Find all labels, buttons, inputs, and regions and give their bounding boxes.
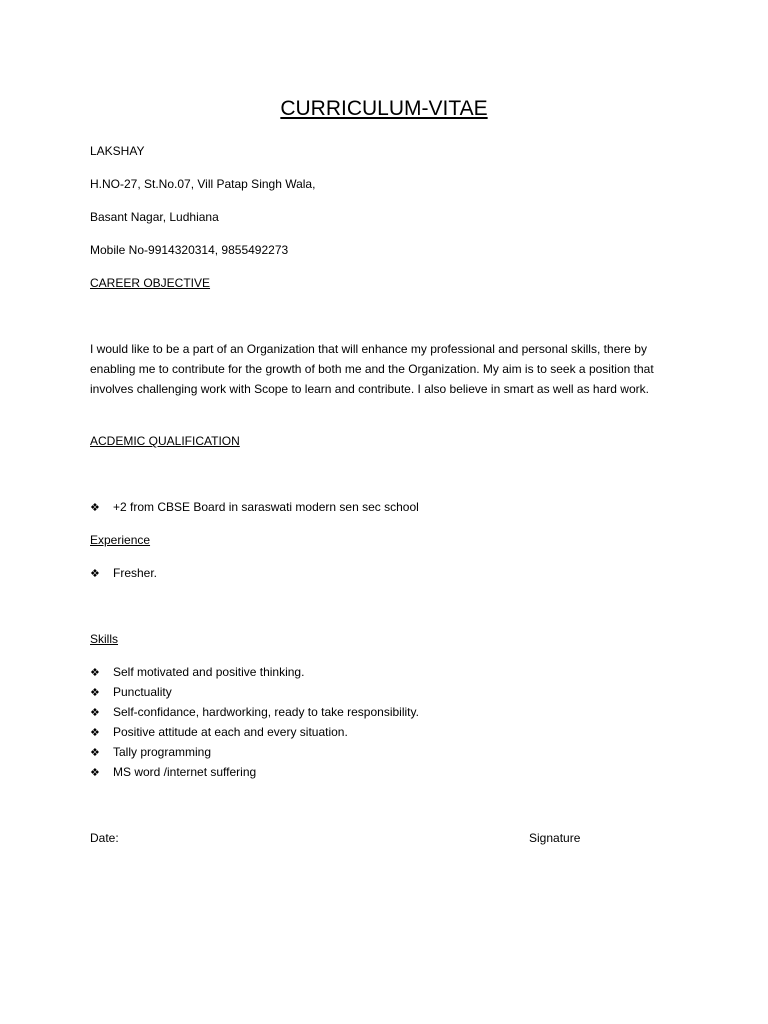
career-objective-text: I would like to be a part of an Organization that will enhance my professional and personal skills, there by enabling me to contribute for the growth of both me and the Organization. My aim is to seek a position that involves challenging work with Scope to learn and contribute. I also believe in smart as well as hard work.	[90, 342, 654, 396]
qualification-item-text: +2 from CBSE Board in saraswati modern sen sec school	[113, 500, 419, 514]
skill-item	[90, 765, 256, 780]
bullet-icon: ❖	[90, 766, 100, 779]
qualification-item	[90, 500, 419, 515]
skill-item-text: Tally programming	[113, 745, 212, 759]
skill-item	[90, 725, 348, 740]
skill-item	[90, 685, 172, 700]
address-line-2: Basant Nagar, Ludhiana	[90, 210, 219, 224]
address-line-1: H.NO-27, St.No.07, Vill Patap Singh Wala,	[90, 177, 316, 191]
skills-heading: Skills	[90, 632, 119, 646]
skill-item	[90, 745, 211, 760]
experience-item	[90, 566, 157, 581]
signature-label: Signature	[529, 831, 581, 845]
skill-item-text: Self-confidance, hardworking, ready to take responsibility.	[113, 705, 419, 719]
skill-item	[90, 665, 304, 680]
skill-item-text: Positive attitude at each and every situation.	[113, 725, 348, 739]
bullet-icon: ❖	[90, 666, 100, 679]
candidate-name: LAKSHAY	[90, 144, 145, 158]
qualification-heading: ACDEMIC QUALIFICATION	[90, 434, 240, 448]
bullet-icon: ❖	[90, 726, 100, 739]
bullet-icon: ❖	[90, 501, 100, 514]
mobile-numbers: Mobile No-9914320314, 9855492273	[90, 243, 289, 257]
document-title: CURRICULUM-VITAE	[280, 97, 488, 120]
skill-item	[90, 705, 419, 720]
date-label: Date:	[90, 831, 119, 845]
skill-item-text: Punctuality	[113, 685, 172, 699]
skill-item-text: MS word /internet suffering	[113, 765, 257, 779]
career-objective-heading: CAREER OBJECTIVE	[90, 276, 211, 290]
bullet-icon: ❖	[90, 746, 100, 759]
experience-item-text: Fresher.	[113, 566, 158, 580]
bullet-icon: ❖	[90, 706, 100, 719]
bullet-icon: ❖	[90, 567, 100, 580]
skill-item-text: Self motivated and positive thinking.	[113, 665, 305, 679]
bullet-icon: ❖	[90, 686, 100, 699]
experience-heading: Experience	[90, 533, 151, 547]
